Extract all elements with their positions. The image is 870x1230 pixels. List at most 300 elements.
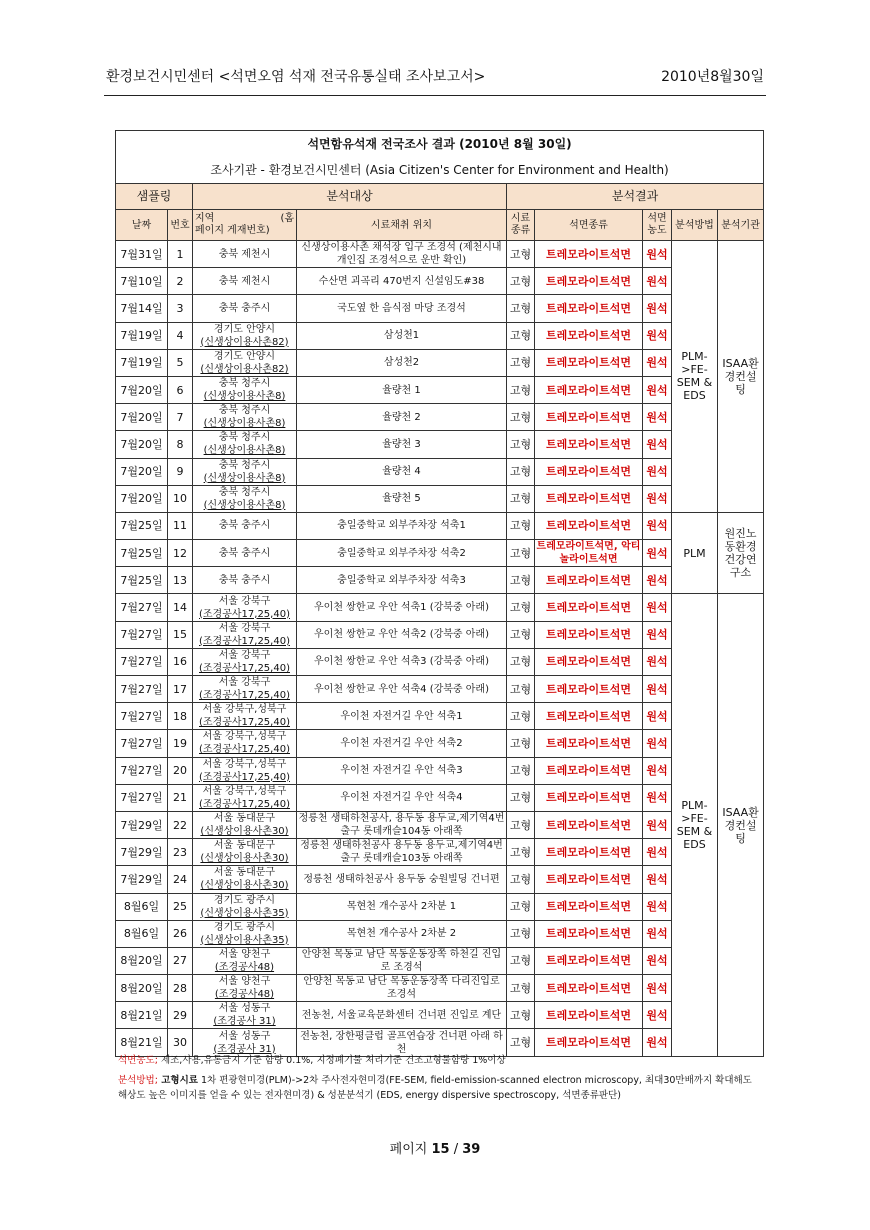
row-site: 안양천 목동교 남단 목동운동장쪽 하천길 진입로 조경석	[297, 947, 507, 974]
analysis-org-line: ISAA환	[722, 356, 759, 370]
row-date: 7월27일	[116, 621, 168, 648]
row-asbestos-type: 트레모라이트석면	[535, 1002, 643, 1029]
table-subtitle: 조사기관 - 환경보건시민센터 (Asia Citizen's Center for Environment and Health)	[116, 158, 764, 184]
analysis-method	[672, 241, 718, 513]
table-row	[116, 376, 764, 403]
row-site: 율량천 3	[297, 431, 507, 458]
row-number: 6	[168, 376, 193, 403]
row-asbestos-type: 트레모라이트석면	[535, 322, 643, 349]
row-number: 25	[168, 893, 193, 920]
row-site: 수산면 괴곡리 470번지 신설임도#38	[297, 268, 507, 295]
row-date: 7월20일	[116, 458, 168, 485]
row-site: 정릉천 생태하천공사, 용두동 용두교,제기역4번출구 롯데캐슬104동 아래쪽	[297, 811, 507, 838]
row-concentration: 원석	[643, 268, 672, 295]
row-region-ref: (신생상이용사촌82)	[200, 336, 289, 348]
row-asbestos-type: 트레모라이트석면	[535, 730, 643, 757]
row-site: 우이천 자전거길 우안 석축1	[297, 703, 507, 730]
row-region	[193, 594, 297, 621]
row-region-ref: (조경공사48)	[214, 961, 275, 973]
row-sample-type: 고형	[507, 839, 535, 866]
row-region	[193, 811, 297, 838]
row-concentration: 원석	[643, 567, 672, 594]
row-date: 7월27일	[116, 676, 168, 703]
row-asbestos-type: 트레모라이트석면	[535, 866, 643, 893]
analysis-method-line: >FE-	[681, 363, 708, 377]
row-region-name: 충북 제천시	[218, 275, 271, 287]
row-region	[193, 975, 297, 1002]
analysis-method-line: PLM-	[681, 350, 708, 364]
row-sample-type: 고형	[507, 920, 535, 947]
row-date: 7월25일	[116, 567, 168, 594]
row-site: 목현천 개수공사 2차분 1	[297, 893, 507, 920]
row-sample-type: 고형	[507, 295, 535, 322]
analysis-org-line: 동환경	[724, 540, 757, 554]
table-row	[116, 322, 764, 349]
row-date: 8월20일	[116, 947, 168, 974]
row-asbestos-type: 트레모라이트석면	[535, 349, 643, 376]
row-date: 7월20일	[116, 485, 168, 512]
row-region	[193, 1002, 297, 1029]
row-concentration: 원석	[643, 866, 672, 893]
row-number: 5	[168, 349, 193, 376]
row-site: 율량천 5	[297, 485, 507, 512]
row-number: 11	[168, 512, 193, 539]
row-region-name: 서울 양천구	[218, 948, 271, 960]
row-date: 8월20일	[116, 975, 168, 1002]
row-number: 27	[168, 947, 193, 974]
row-site: 우이천 자전거길 우안 석축3	[297, 757, 507, 784]
row-region	[193, 839, 297, 866]
row-number: 8	[168, 431, 193, 458]
row-number: 23	[168, 839, 193, 866]
row-site: 신생상이용사촌 채석장 입구 조경석 (제천시내 개인집 조경석으로 운반 확인)	[297, 241, 507, 268]
row-concentration: 원석	[643, 485, 672, 512]
col-asbestos: 석면종류	[535, 210, 643, 241]
table-row	[116, 458, 764, 485]
row-number: 17	[168, 676, 193, 703]
col-type-l2: 종류	[510, 225, 531, 236]
row-asbestos-type: 트레모라이트석면	[535, 485, 643, 512]
col-num: 번호	[168, 210, 193, 241]
note-concentration	[118, 1053, 758, 1068]
analysis-org-line: 팅	[735, 382, 746, 396]
table-row	[116, 431, 764, 458]
row-concentration: 원석	[643, 458, 672, 485]
row-region-ref: (신생상이용사촌35)	[200, 934, 289, 946]
row-asbestos-type: 트레모라이트석면	[535, 295, 643, 322]
row-sample-type: 고형	[507, 376, 535, 403]
row-region-name: 경기도 광주시	[213, 921, 276, 933]
row-site: 삼성천2	[297, 349, 507, 376]
row-sample-type: 고형	[507, 322, 535, 349]
header-rule	[104, 95, 766, 96]
row-region	[193, 893, 297, 920]
table-row	[116, 621, 764, 648]
row-concentration: 원석	[643, 431, 672, 458]
row-concentration: 원석	[643, 947, 672, 974]
row-sample-type: 고형	[507, 485, 535, 512]
note1-text: 제조,사용,유통금지 기준 함량 0.1%, 지정폐기물 처리기준 건조고형물함량 1%이상	[157, 1055, 506, 1066]
table-row	[116, 241, 764, 268]
row-region-name: 서울 강북구	[218, 677, 271, 689]
row-number: 9	[168, 458, 193, 485]
row-concentration: 원석	[643, 648, 672, 675]
row-region-name: 충북 청주시	[218, 459, 271, 471]
row-region-ref: (조경공사17,25,40)	[199, 690, 290, 702]
row-concentration: 원석	[643, 784, 672, 811]
row-asbestos-type: 트레모라이트석면	[535, 676, 643, 703]
row-concentration: 원석	[643, 839, 672, 866]
row-date: 7월27일	[116, 594, 168, 621]
row-number: 12	[168, 540, 193, 567]
col-method: 분석방법	[672, 210, 718, 241]
row-region	[193, 621, 297, 648]
row-region-name: 서울 동대문구	[213, 813, 276, 825]
row-region	[193, 431, 297, 458]
row-region-name: 서울 강북구,성북구	[202, 758, 287, 770]
row-region	[193, 485, 297, 512]
row-sample-type: 고형	[507, 811, 535, 838]
row-sample-type: 고형	[507, 947, 535, 974]
row-region	[193, 376, 297, 403]
row-asbestos-type: 트레모라이트석면	[535, 458, 643, 485]
results-table	[115, 130, 764, 1057]
row-asbestos-type: 트레모라이트석면	[535, 594, 643, 621]
row-region-ref: (조경공사48)	[214, 989, 275, 1001]
col-conc	[643, 210, 672, 241]
row-asbestos-type: 트레모라이트석면	[535, 404, 643, 431]
table-row	[116, 567, 764, 594]
row-number: 18	[168, 703, 193, 730]
row-date: 7월31일	[116, 241, 168, 268]
analysis-org-line: 팅	[735, 831, 746, 845]
row-region	[193, 295, 297, 322]
col-type	[507, 210, 535, 241]
row-date: 7월19일	[116, 322, 168, 349]
row-region-ref: (조경공사17,25,40)	[199, 771, 290, 783]
row-concentration: 원석	[643, 730, 672, 757]
table-row	[116, 540, 764, 567]
row-site: 율량천 2	[297, 404, 507, 431]
row-site: 충일중학교 외부주차장 석축2	[297, 540, 507, 567]
table-row	[116, 839, 764, 866]
row-site: 충일중학교 외부주차장 석축1	[297, 512, 507, 539]
row-region	[193, 676, 297, 703]
row-region-name: 경기도 광주시	[213, 894, 276, 906]
row-site: 전농천, 장한평클럽 골프연습장 건너편 아래 하천	[297, 1029, 507, 1056]
row-date: 7월27일	[116, 784, 168, 811]
row-sample-type: 고형	[507, 268, 535, 295]
analysis-org-line: 원진노	[724, 527, 757, 541]
row-asbestos-type: 트레모라이트석면	[535, 757, 643, 784]
row-sample-type: 고형	[507, 784, 535, 811]
row-date: 8월6일	[116, 920, 168, 947]
row-asbestos-type: 트레모라이트석면	[535, 784, 643, 811]
row-sample-type: 고형	[507, 512, 535, 539]
row-site: 우이천 자전거길 우안 석축2	[297, 730, 507, 757]
row-region-name: 경기도 안양시	[213, 323, 276, 335]
row-concentration: 원석	[643, 540, 672, 567]
row-region-name: 충북 청주시	[218, 378, 271, 390]
row-region-name: 경기도 안양시	[213, 350, 276, 362]
row-sample-type: 고형	[507, 757, 535, 784]
row-region	[193, 404, 297, 431]
row-date: 7월27일	[116, 703, 168, 730]
header-title: 환경보건시민센터 <석면오염 석재 전국유통실태 조사보고서>	[106, 69, 486, 85]
row-number: 1	[168, 241, 193, 268]
row-number: 14	[168, 594, 193, 621]
row-region-ref: (신생상이용사촌8)	[203, 418, 286, 430]
row-region	[193, 512, 297, 539]
row-asbestos-type: 트레모라이트석면	[535, 621, 643, 648]
row-date: 7월25일	[116, 512, 168, 539]
row-sample-type: 고형	[507, 1002, 535, 1029]
col-region-l2: 페이지 게재번호)	[195, 225, 270, 236]
table-row	[116, 648, 764, 675]
row-asbestos-type: 트레모라이트석면	[535, 268, 643, 295]
table-row	[116, 893, 764, 920]
row-date: 7월10일	[116, 268, 168, 295]
row-asbestos-type: 트레모라이트석면, 악티놀라이트석면	[535, 540, 643, 567]
note2-bold: 고형시료	[157, 1075, 198, 1086]
row-region-name: 서울 강북구	[218, 595, 271, 607]
row-concentration: 원석	[643, 349, 672, 376]
row-sample-type: 고형	[507, 241, 535, 268]
page-footer	[0, 1138, 870, 1157]
row-date: 8월21일	[116, 1029, 168, 1056]
note2-text: 1차 편광현미경(PLM)->2차 주사전자현미경(FE-SEM, field-emission-scanned electron microscopy, 최대30만배까지 확대해도 해상도 높은 이미지를 얻을 수 있는 전자현미경) & 성분분석기 (EDS, energy dispersive spectroscopy, 석면종류판단)	[118, 1075, 752, 1101]
row-date: 7월29일	[116, 811, 168, 838]
row-region	[193, 757, 297, 784]
row-date: 7월20일	[116, 376, 168, 403]
header-date: 2010년8월30일	[661, 69, 764, 85]
row-region-ref: (조경공사17,25,40)	[199, 744, 290, 756]
row-site: 충일중학교 외부주차장 석축3	[297, 567, 507, 594]
row-site: 안양천 목동교 남단 목동운동장쪽 다리진입로 조경석	[297, 975, 507, 1002]
analysis-org	[718, 512, 764, 594]
row-region-ref: (신생상이용사촌35)	[200, 907, 289, 919]
analysis-org-line: ISAA환	[722, 805, 759, 819]
row-region-name: 서울 동대문구	[213, 867, 276, 879]
row-asbestos-type: 트레모라이트석면	[535, 947, 643, 974]
row-asbestos-type: 트레모라이트석면	[535, 975, 643, 1002]
row-region-name: 서울 강북구,성북구	[202, 704, 287, 716]
row-concentration: 원석	[643, 676, 672, 703]
row-number: 15	[168, 621, 193, 648]
row-region-name: 서울 강북구,성북구	[202, 785, 287, 797]
row-number: 4	[168, 322, 193, 349]
row-number: 13	[168, 567, 193, 594]
row-sample-type: 고형	[507, 567, 535, 594]
analysis-method-line: PLM-	[681, 799, 708, 813]
row-asbestos-type: 트레모라이트석면	[535, 920, 643, 947]
row-concentration: 원석	[643, 893, 672, 920]
table-row	[116, 784, 764, 811]
row-region-ref: (조경공사17,25,40)	[199, 798, 290, 810]
row-number: 20	[168, 757, 193, 784]
row-region-name: 서울 성동구	[218, 1003, 271, 1015]
row-region-ref: (조경공사17,25,40)	[199, 662, 290, 674]
row-number: 22	[168, 811, 193, 838]
row-asbestos-type: 트레모라이트석면	[535, 567, 643, 594]
footer-page: 15	[431, 1142, 450, 1157]
row-site: 율량천 1	[297, 376, 507, 403]
row-asbestos-type: 트레모라이트석면	[535, 431, 643, 458]
row-region-name: 서울 강북구	[218, 649, 271, 661]
row-region-name: 충북 충주시	[218, 574, 271, 586]
analysis-method	[672, 512, 718, 594]
row-date: 8월21일	[116, 1002, 168, 1029]
row-region	[193, 730, 297, 757]
row-number: 21	[168, 784, 193, 811]
row-date: 7월27일	[116, 648, 168, 675]
row-site: 우이천 쌍한교 우안 석축3 (강북중 아래)	[297, 648, 507, 675]
col-conc-l1: 석면	[647, 213, 667, 224]
row-region-ref: (조경공사17,25,40)	[199, 717, 290, 729]
row-region	[193, 458, 297, 485]
row-site: 국도옆 한 음식점 마당 조경석	[297, 295, 507, 322]
row-number: 2	[168, 268, 193, 295]
row-concentration: 원석	[643, 404, 672, 431]
row-date: 7월14일	[116, 295, 168, 322]
row-site: 율량천 4	[297, 458, 507, 485]
analysis-method-line: PLM	[683, 546, 706, 560]
row-region	[193, 567, 297, 594]
row-site: 우이천 쌍한교 우안 석축4 (강북중 아래)	[297, 676, 507, 703]
row-sample-type: 고형	[507, 676, 535, 703]
row-asbestos-type: 트레모라이트석면	[535, 241, 643, 268]
row-sample-type: 고형	[507, 866, 535, 893]
analysis-org-line: 경컨설	[724, 818, 757, 832]
row-region-name: 서울 강북구	[218, 622, 271, 634]
row-site: 우이천 쌍한교 우안 석축1 (강북중 아래)	[297, 594, 507, 621]
row-region-name: 서울 동대문구	[213, 840, 276, 852]
table-row	[116, 404, 764, 431]
row-number: 19	[168, 730, 193, 757]
row-region	[193, 784, 297, 811]
row-asbestos-type: 트레모라이트석면	[535, 512, 643, 539]
row-region-ref: (조경공사 31)	[213, 1016, 276, 1028]
footer-total: 39	[462, 1142, 481, 1157]
group-target: 분석대상	[193, 184, 507, 210]
row-asbestos-type: 트레모라이트석면	[535, 703, 643, 730]
row-region-ref: (신생상이용사촌8)	[203, 391, 286, 403]
table-row	[116, 866, 764, 893]
row-region-ref: (신생상이용사촌30)	[200, 853, 289, 865]
col-region-l1: 지역	[195, 213, 215, 224]
row-sample-type: 고형	[507, 621, 535, 648]
row-region-ref: (신생상이용사촌82)	[200, 363, 289, 375]
row-sample-type: 고형	[507, 1029, 535, 1056]
row-asbestos-type: 트레모라이트석면	[535, 811, 643, 838]
note2-label: 분석방법;	[118, 1075, 158, 1086]
row-sample-type: 고형	[507, 594, 535, 621]
note-method	[118, 1073, 758, 1103]
row-sample-type: 고형	[507, 703, 535, 730]
footer-prefix: 페이지	[389, 1142, 432, 1157]
row-region-ref: (조경공사 31)	[213, 1043, 276, 1055]
row-sample-type: 고형	[507, 730, 535, 757]
row-date: 8월6일	[116, 893, 168, 920]
row-asbestos-type: 트레모라이트석면	[535, 893, 643, 920]
row-date: 7월27일	[116, 757, 168, 784]
row-concentration: 원석	[643, 757, 672, 784]
row-sample-type: 고형	[507, 404, 535, 431]
row-sample-type: 고형	[507, 540, 535, 567]
row-sample-type: 고형	[507, 975, 535, 1002]
row-asbestos-type: 트레모라이트석면	[535, 1029, 643, 1056]
row-concentration: 원석	[643, 1029, 672, 1056]
analysis-org	[718, 594, 764, 1056]
table-row	[116, 811, 764, 838]
row-date: 7월25일	[116, 540, 168, 567]
row-concentration: 원석	[643, 322, 672, 349]
row-region-ref: (조경공사17,25,40)	[199, 608, 290, 620]
row-site: 우이천 쌍한교 우안 석축2 (강북중 아래)	[297, 621, 507, 648]
col-region-l1b: (홈	[280, 213, 294, 224]
col-region	[193, 210, 297, 241]
row-region-ref: (신생상이용사촌8)	[203, 499, 286, 511]
analysis-method-line: SEM &	[676, 825, 713, 839]
note1-label: 석면농도;	[118, 1055, 158, 1066]
row-region-name: 서울 강북구,성북구	[202, 731, 287, 743]
table-title: 석면함유석재 전국조사 결과 (2010년 8월 30일)	[116, 131, 764, 159]
row-date: 7월20일	[116, 431, 168, 458]
row-region-name: 충북 충주시	[218, 547, 271, 559]
group-result: 분석결과	[507, 184, 764, 210]
row-region	[193, 268, 297, 295]
analysis-org	[718, 241, 764, 513]
table-row	[116, 594, 764, 621]
row-sample-type: 고형	[507, 431, 535, 458]
col-date: 날짜	[116, 210, 168, 241]
row-concentration: 원석	[643, 376, 672, 403]
table-row	[116, 349, 764, 376]
table-row	[116, 757, 764, 784]
row-number: 10	[168, 485, 193, 512]
row-concentration: 원석	[643, 621, 672, 648]
table-row	[116, 1002, 764, 1029]
row-region	[193, 349, 297, 376]
analysis-org-line: 경컨설	[724, 369, 757, 383]
row-region-name: 충북 충주시	[218, 302, 271, 314]
row-concentration: 원석	[643, 920, 672, 947]
row-region	[193, 703, 297, 730]
row-region-name: 충북 제천시	[218, 248, 271, 260]
row-region-name: 서울 양천구	[218, 976, 271, 988]
table-row	[116, 295, 764, 322]
row-region	[193, 322, 297, 349]
row-number: 28	[168, 975, 193, 1002]
analysis-method	[672, 594, 718, 1056]
row-region-ref: (신생상이용사촌8)	[203, 445, 286, 457]
row-concentration: 원석	[643, 811, 672, 838]
row-concentration: 원석	[643, 241, 672, 268]
table-row	[116, 512, 764, 539]
row-date: 7월29일	[116, 839, 168, 866]
row-region-name: 서울 성동구	[218, 1030, 271, 1042]
table-row	[116, 730, 764, 757]
row-date: 7월19일	[116, 349, 168, 376]
row-number: 16	[168, 648, 193, 675]
row-sample-type: 고형	[507, 893, 535, 920]
analysis-org-line: 건강연	[724, 553, 757, 567]
row-site: 목현천 개수공사 2차분 2	[297, 920, 507, 947]
row-number: 30	[168, 1029, 193, 1056]
analysis-method-line: EDS	[683, 838, 706, 852]
table-row	[116, 676, 764, 703]
col-conc-l2: 농도	[647, 225, 667, 236]
